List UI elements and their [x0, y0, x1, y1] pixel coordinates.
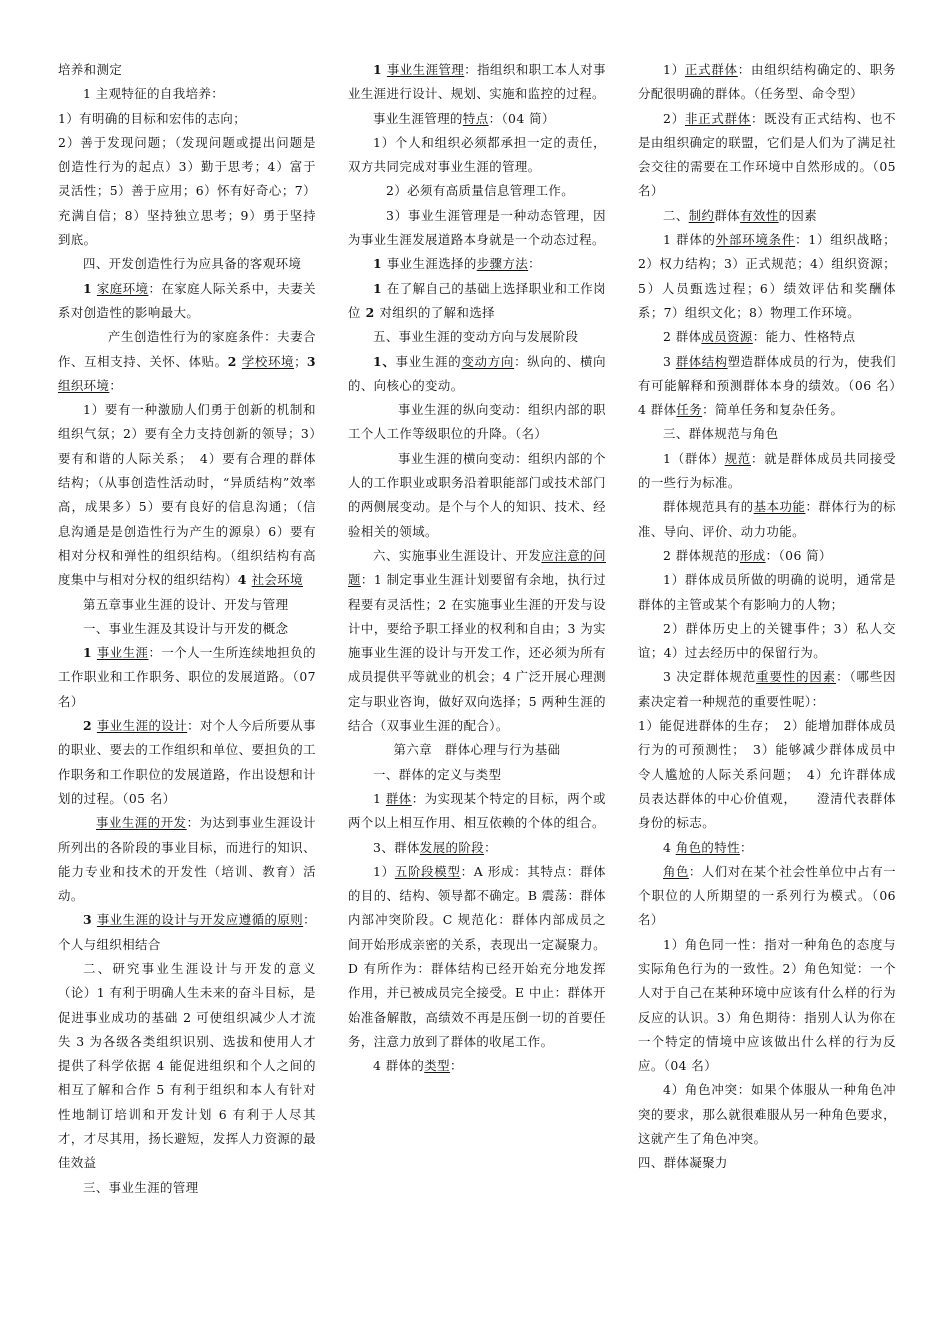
term: 制约: [688, 207, 715, 223]
term: 发展的阶段: [419, 839, 485, 855]
text: ：（哪些因素决定着一种规范的重要性呢）：: [638, 669, 897, 709]
paragraph: [638, 665, 896, 714]
term: 形成: [739, 547, 766, 563]
paragraph: 2）必须有高质量信息管理工作。: [386, 183, 575, 199]
term: 事业生涯管理: [386, 62, 465, 77]
text: 在了解自己的基础上选择职业和工作岗位: [348, 280, 606, 320]
text: ：1）组织战略；2）权力结构；3）正式规范；4）组织资源；5）人员甄选过程；6）绩效评估和奖酬体系；7）组织文化；8）物理工作环境。: [638, 232, 897, 320]
paragraph: [348, 787, 606, 836]
term: 应注意的问题: [348, 547, 606, 588]
section-heading: 四、群体凝聚力: [638, 1155, 728, 1171]
term: 特点: [462, 110, 489, 126]
paragraph: [638, 58, 896, 107]
text: 3 决定群体规范: [663, 669, 757, 685]
text-column-middle: [348, 58, 606, 1078]
text: ：为达到事业生涯设计所列出的各阶段的事业目标，而进行的知识、能力专业和技术的开发性（培训、教育）活动。: [58, 815, 317, 904]
text: 塑造群体成员的行为，使我们有可能解释和预测群体本身的绩效。（06 名）4 群体: [638, 353, 896, 418]
paragraph: [638, 228, 896, 325]
term: 角色: [663, 863, 689, 879]
text: ：: [109, 377, 123, 393]
paragraph: 二、研究事业生涯设计与开发的意义（论）1 有利于明确人生未来的奋斗目标，是促进事业成功的基础 2 可使组织减少人才流失 3 为各级各类组织识别、选拔和使用人才提供了科学依据 4 能促进组织和个人之间的相互了解和合作 5 有利于组织和本人有针对性地制订培训和开发计划 6 有利于人尽其才，才尽其用，扬长避短，发挥人力资源的最佳效益: [58, 960, 316, 1171]
paragraph: [638, 495, 896, 544]
paragraph: [348, 277, 606, 326]
text: ：人们对在某个社会性单位中占有一个职位的人所期望的一系列行为模式。（06 名）: [638, 863, 896, 928]
text: 群体: [714, 207, 741, 223]
paragraph: 事业生涯的横向变动：组织内部的个人的工作职业或职务沿着职能部门或技术部门的两侧展变动。是个与个人的知识、技术、经验相关的领域。: [348, 450, 606, 539]
paragraph: [638, 544, 896, 568]
text: ：: [739, 839, 753, 855]
paragraph: 2）善于发现问题；（发现问题或提出问题是创造性行为的起点）3）勤于思考；4）富于灵活性；5）善于应用；6）怀有好奇心；7）充满自信；8）坚持独立思考；9）勇于坚持到底。: [58, 134, 316, 248]
paragraph: [58, 641, 316, 714]
text: ：A 形成：其特点：群体的目的、结构、领导都不确定。B 震荡：群体内部冲突阶段。C 规范化：群体内部成员之间开始形成亲密的关系，表现出一定凝聚力。D 有所作为：群体结构已经开始充分地发挥作用，并已被成员完全接受。E 中止：群体开始准备解散，高绩效不再是压倒一切的首要任务，注意力放到了群体的收尾工作。: [348, 863, 606, 1049]
text: 1）要有一种激励人们勇于创新的机制和组织气氛；2）要有全力支持创新的领导；3）要有和谐的人际关系； 4）要有合理的群体结构；（从事创造性活动时，“异质结构”效率高，成果多）5）要有良好的信息沟通；（信息沟通是是创造性行为产生的源泉）6）要有相对分权和弹性的组织结构。（组织结构有高度集中与相对分权的组织结构）: [58, 402, 316, 588]
term: 类型: [424, 1058, 450, 1074]
text: ；: [294, 353, 307, 369]
paragraph: [638, 350, 896, 423]
paragraph: [58, 714, 316, 811]
paragraph: 1）能促进群体的生存； 2）能增加群体成员行为的可预测性； 3）能够减少群体成员中令人尴尬的人际关系问题； 4）允许群体成员表达群体的中心价值观， 澄清代表群体身份的标志。: [638, 718, 896, 831]
item-number: 1、: [373, 353, 396, 369]
item-number: 1: [83, 280, 97, 296]
text: 六、实施事业生涯设计、开发: [373, 547, 542, 563]
term: 事业生涯: [96, 645, 149, 661]
text: ：纵向的、横向的、向核心的变动。: [348, 353, 606, 393]
text: ：1 制定事业生涯计划要留有余地，执行过程要有灵活性；2 在实施事业生涯的开发与设计中，要给予职工择业的权利和自由；3 为实施事业生涯的设计与开发工作，还必须为所有成员提供平等就业的机会；4 广泛开展心理测定与职业咨询，做好双向选择；5 两种生涯的结合（双事业生涯的配合）。: [348, 572, 607, 734]
item-number: 1: [373, 280, 387, 296]
paragraph: [348, 836, 606, 860]
item-number: 2: [227, 353, 242, 369]
text: ：对个人今后所要从事的职业、要去的工作组织和单位、要担负的工作职务和工作职位的发展道路，作出设想和计划的过程。（05 名）: [58, 718, 317, 806]
term: 非正式群体: [684, 110, 752, 126]
paragraph: 1）个人和组织必须都承担一定的责任，双方共同完成对事业生涯的管理。: [348, 134, 606, 175]
text: 事业生涯选择的: [386, 256, 477, 272]
text-column-right: [638, 58, 896, 1176]
section-heading: [638, 204, 896, 228]
text: 2）: [663, 110, 685, 126]
item-number: 3: [83, 912, 97, 928]
text: ：一个人一生所连续地担负的工作职业和工作职务、职位的发展道路。（07 名）: [58, 645, 316, 709]
section-heading: 四、开发创造性行为应具备的客观环境: [83, 256, 302, 272]
term: 正式群体: [684, 62, 738, 77]
term: 变动方向: [461, 353, 515, 369]
text: 群体规范具有的: [663, 499, 754, 515]
item-number: 2: [83, 718, 97, 734]
paragraph: 事业生涯的纵向变动：组织内部的职工个人工作等级职位的升降。（名）: [348, 402, 606, 442]
chapter-heading: 第六章 群体心理与行为基础: [393, 742, 561, 758]
term: 重要性的因素: [756, 669, 837, 685]
text-column-left: [58, 58, 316, 1200]
text: 事业生涯管理的: [373, 110, 463, 126]
section-heading: 三、群体规范与角色: [663, 426, 779, 442]
text: ：群体行为的标准、导向、评价、动力功能。: [638, 499, 896, 539]
text: 2 群体: [663, 329, 702, 345]
text: 1）: [373, 863, 395, 879]
text: 产生创造性行为的家庭条件：夫妻合作、互相支持、关怀、体贴。: [58, 329, 316, 369]
term: 社会环境: [251, 572, 303, 588]
item-number: 3: [306, 353, 316, 369]
section-heading: 一、事业生涯及其设计与开发的概念: [83, 620, 289, 636]
item-number: 2: [360, 304, 380, 320]
text: 的因素: [778, 207, 818, 223]
text: 4 群体的: [373, 1058, 425, 1074]
term: 成员资源: [701, 329, 753, 345]
paragraph: 3）事业生涯管理是一种动态管理，因为事业生涯发展道路本身就是一个动态过程。: [348, 207, 606, 248]
text: ：简单任务和复杂任务。: [702, 402, 844, 418]
paragraph: [348, 107, 606, 131]
paragraph: 1）有明确的目标和宏伟的志向；: [58, 110, 247, 126]
text: ：为实现某个特定的目标，两个或两个以上相互作用、相互依赖的个体的组合。: [348, 790, 606, 831]
term: 事业生涯的设计与开发应遵循的原则: [96, 912, 304, 928]
paragraph: [58, 325, 316, 398]
text: 对组织的了解和选择: [379, 304, 496, 320]
term: 五阶段模型: [394, 863, 461, 879]
item-number: 1: [83, 645, 97, 661]
text: 1（群体）: [663, 450, 725, 466]
paragraph: 1）角色同一性：指对一种角色的态度与实际角色行为的一致性。2）角色知觉：一个人对于自己在某种环境中应该有什么样的行为反应的认识。3）角色期待：指别人认为你在一个特定的情境中应该做出什么样的行为反应。（04 名）: [638, 936, 896, 1074]
paragraph: [348, 58, 606, 107]
term: 任务: [676, 402, 703, 418]
term: 群体: [385, 790, 412, 806]
text: 2 群体规范的: [663, 547, 740, 563]
term: 组织环境: [58, 377, 110, 393]
text: ：由组织结构确定的、职务分配很明确的群体。（任务型、命令型）: [638, 62, 896, 102]
text: ：就是群体成员共同接受的一些行为标准。: [638, 450, 897, 491]
section-heading: 五、事业生涯的变动方向与发展阶段: [373, 329, 579, 345]
paragraph: [58, 277, 316, 326]
item-number: 4: [237, 572, 252, 588]
term: 事业生涯的开发: [96, 815, 187, 831]
text: ：: [449, 1058, 463, 1074]
paragraph: 4）角色冲突：如果个体服从一种角色冲突的要求，那么就很难服从另一种角色要求，这就产生了角色冲突。: [638, 1082, 896, 1147]
text: ：: [528, 256, 541, 272]
paragraph: [58, 908, 316, 957]
section-heading: 三、事业生涯的管理: [83, 1179, 199, 1195]
term: 家庭环境: [96, 280, 149, 296]
text: 4: [663, 839, 676, 855]
paragraph: [638, 447, 896, 496]
text: 1）: [663, 62, 685, 77]
text: 事业生涯的: [395, 353, 462, 369]
text: 3、群体: [373, 839, 420, 855]
text: ：个人与组织相结合: [58, 912, 316, 952]
text: ：能力、性格特点: [752, 329, 856, 345]
paragraph: [348, 544, 606, 738]
paragraph: [638, 860, 896, 933]
text: ：既没有正式结构、也不是由组织确定的联盟，它们是人们为了满足社会交往的需要在工作环境中自然形成的。（05 名）: [638, 110, 897, 199]
term: 规范: [724, 450, 752, 466]
term: 学校环境: [241, 353, 295, 369]
text: ：: [484, 839, 497, 855]
term: 步骤方法: [476, 256, 529, 272]
paragraph: [348, 350, 606, 399]
paragraph: 2）群体历史上的关键事件；3）私人交谊；4）过去经历中的保留行为。: [638, 620, 896, 661]
paragraph: [348, 252, 606, 276]
paragraph: [348, 860, 606, 1054]
item-number: 1: [373, 790, 386, 806]
item-number: 1: [373, 256, 387, 272]
term: 事业生涯的设计: [96, 718, 188, 734]
term: 基本功能: [753, 499, 806, 515]
paragraph: [638, 836, 896, 860]
item-number: 1: [373, 62, 387, 77]
text: ：（06 简）: [765, 547, 832, 563]
paragraph: [348, 1054, 606, 1078]
paragraph: [638, 325, 896, 349]
chapter-heading: 第五章事业生涯的设计、开发与管理: [83, 596, 289, 612]
section-heading: 一、群体的定义与类型: [373, 766, 502, 782]
text: 1 群体的: [663, 232, 716, 248]
term: 群体结构: [675, 353, 728, 369]
paragraph: 1 主观特征的自我培养：: [83, 86, 225, 102]
term: 有效性: [740, 207, 779, 223]
text: 3: [663, 353, 676, 369]
text: 二、: [663, 207, 689, 223]
paragraph: [638, 107, 896, 204]
text: ：（04 简）: [488, 110, 555, 126]
term: 角色的特性: [675, 839, 740, 855]
paragraph: [58, 398, 316, 592]
text: ：指组织和职工本人对事业生涯进行设计、规划、实施和监控的过程。: [348, 62, 607, 102]
term: 外部环境条件: [715, 232, 796, 248]
paragraph: 1）群体成员所做的明确的说明，通常是群体的主管或某个有影响力的人物；: [638, 572, 896, 612]
paragraph: [58, 811, 316, 908]
text: ：在家庭人际关系中，夫妻关系对创造性的影响最大。: [58, 280, 316, 320]
paragraph: 培养和测定: [58, 62, 123, 77]
